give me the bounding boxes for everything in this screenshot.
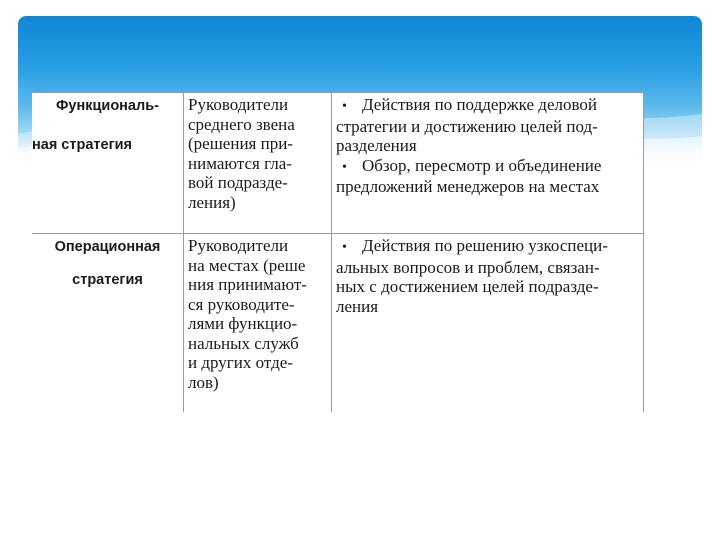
action-bullet: • Действия по поддержке деловой стратегии и достижению целей под- разделения <box>336 95 639 156</box>
managers-cell: Руководители на местах (реше ния принимают- ся руководите- лями функцио- нальных служб и других отде- лов) <box>184 234 332 413</box>
strategy-table <box>32 92 644 412</box>
table-row <box>32 234 644 413</box>
actions-cell <box>332 93 644 234</box>
strategy-cell <box>32 93 184 234</box>
actions-cell <box>332 234 644 413</box>
action-bullet: • Обзор, пересмотр и объединение предложений менеджеров на местах <box>336 156 639 197</box>
strategy-cell <box>32 234 184 413</box>
strategy-name: Функциональ- ная стратегия <box>32 98 159 153</box>
table-row <box>32 93 644 234</box>
strategy-name: Операционная стратегия <box>54 239 161 288</box>
managers-cell: Руководители среднего звена (решения при- нимаются гла- вой подразде- ления) <box>184 93 332 234</box>
action-bullet: • Действия по решению узкоспеци- альных вопросов и проблем, связан- ных с достижением целей подразде- ления <box>336 236 639 316</box>
